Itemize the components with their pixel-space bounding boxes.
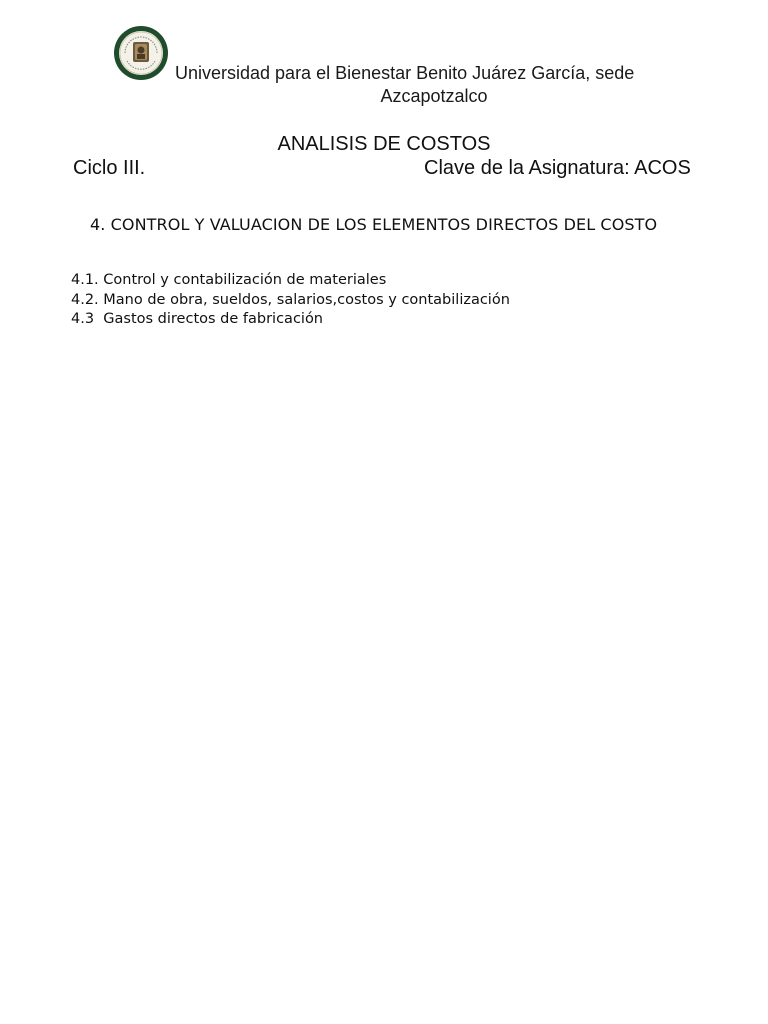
topic-item: 4.1. Control y contabilización de materiales xyxy=(71,272,387,288)
course-key: Clave de la Asignatura: ACOS xyxy=(424,157,691,179)
university-name-line2: Azcapotzalco xyxy=(380,86,488,106)
topic-item: 4.3 Gastos directos de fabricación xyxy=(71,311,324,327)
university-name xyxy=(100,62,740,108)
course-title: ANALISIS DE COSTOS xyxy=(277,133,491,155)
unit-heading: 4. CONTROL Y VALUACION DE LOS ELEMENTOS DIRECTOS DEL COSTO xyxy=(90,215,658,234)
course-cycle: Ciclo III. xyxy=(73,157,146,179)
topic-list xyxy=(71,271,510,330)
topic-item: 4.2. Mano de obra, sueldos, salarios,costos y contabilización xyxy=(71,291,510,308)
university-name-line1: Universidad para el Bienestar Benito Juárez García, sede xyxy=(175,63,635,83)
